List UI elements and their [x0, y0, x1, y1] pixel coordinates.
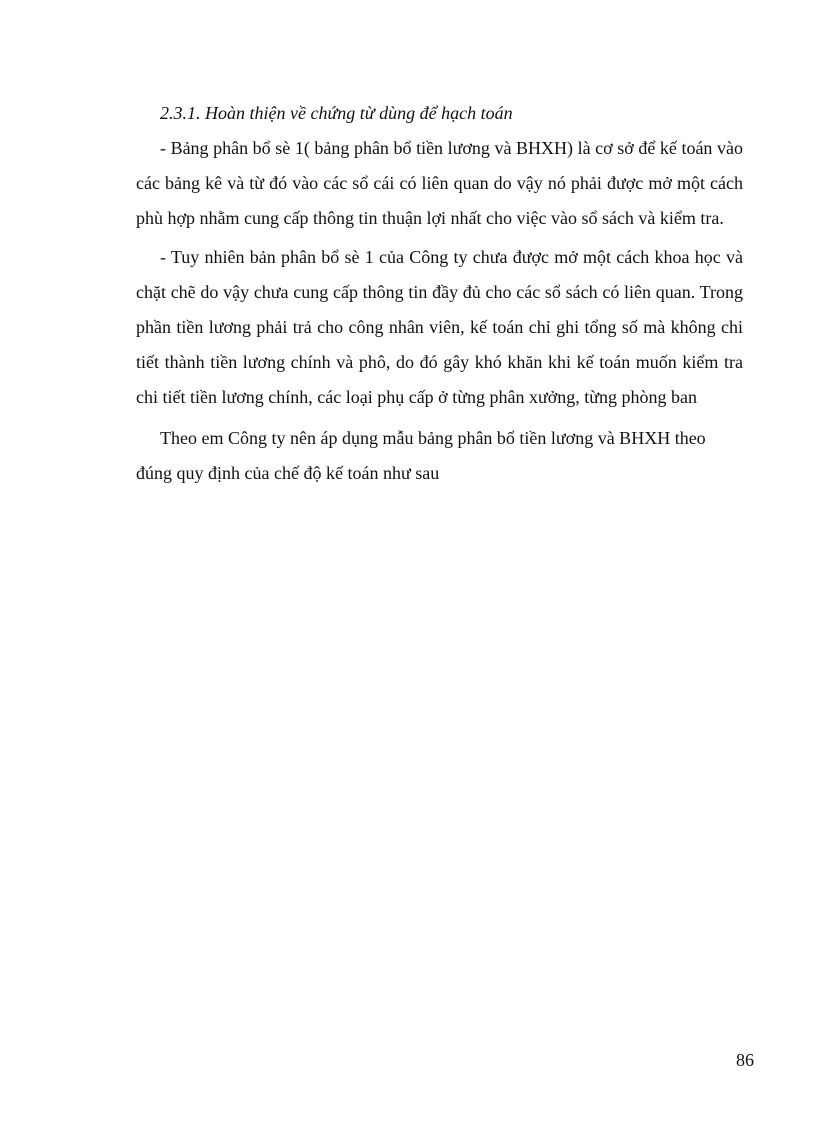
- page-content: [136, 96, 743, 491]
- page-number: 86: [736, 1050, 754, 1070]
- paragraph-current-issue: - Tuy nhiên bản phân bổ sè 1 của Công ty chưa được mở một cách khoa học và chặt chẽ do vậy chưa cung cấp thông tin đầy đủ cho các sổ sách có liên quan. Trong phần tiền lương phải trả cho công nhân viên, kế toán chỉ ghi tổng số mà không chi tiết thành tiền lương chính và phô, do đó gây khó khăn khi kế toán muốn kiểm tra chi tiết tiền lương chính, các loại phụ cấp ở từng phân xưởng, từng phòng ban: [136, 247, 743, 407]
- paragraph-allocation-table: - Bảng phân bổ sè 1( bảng phân bổ tiền lương và BHXH) là cơ sở để kế toán vào các bảng kê và từ đó vào các sổ cái có liên quan do vậy nó phải được mở một cách phù hợp nhằm cung cấp thông tin thuận lợi nhất cho việc vào sổ sách và kiểm tra.: [136, 138, 743, 228]
- section-heading: 2.3.1. Hoàn thiện về chứng từ dùng để hạch toán: [160, 103, 513, 123]
- paragraph-recommendation: Theo em Công ty nên áp dụng mẫu bảng phân bổ tiền lương và BHXH theo đúng quy định của chế độ kế toán như sau: [136, 428, 706, 483]
